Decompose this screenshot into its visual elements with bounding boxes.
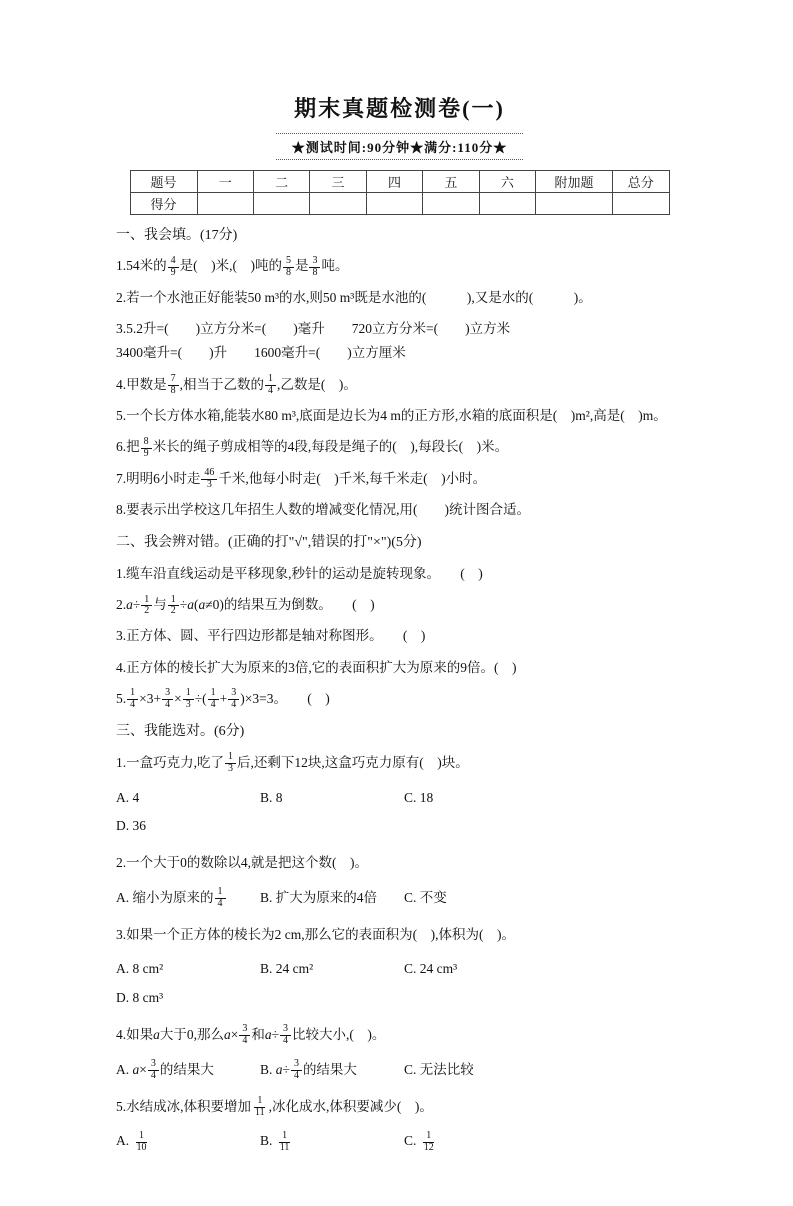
fraction: $\frac{1}{2}$ xyxy=(141,595,152,618)
score-table-header-cell: 二 xyxy=(253,171,309,193)
question-text: 7.明明6小时走 $\frac{46}{3}$ 千米,他每小时走( )千米,每千米走( )小时。 xyxy=(116,467,487,491)
question-text: 3.5.2升=( )立方分米=( )毫升 720立方分米=( )立方米 3400毫升=( )升 1600毫升=( )立方厘米 xyxy=(116,321,511,361)
fraction: $\frac{7}{8}$ xyxy=(168,374,179,397)
score-cell xyxy=(536,193,613,215)
option: A. 4 xyxy=(116,789,140,805)
options-row xyxy=(116,1054,683,1082)
question-text: 2.若一个水池正好能装50 m³的水,则50 m³既是水池的( ),又是水的( )。 xyxy=(116,289,592,305)
option: D. 8 cm³ xyxy=(116,989,164,1005)
score-table-header-row xyxy=(130,171,669,193)
options-row xyxy=(116,882,683,910)
fraction: $\frac{1}{12}$ xyxy=(423,1129,434,1153)
option: B. a÷ $\frac{3}{4}$ 的结果大 xyxy=(260,1058,357,1081)
section-heading: 一、我会填。(17分) xyxy=(116,228,238,243)
score-table-header-cell: 六 xyxy=(479,171,535,193)
option: D. 36 xyxy=(116,817,146,833)
score-table-header-cell: 四 xyxy=(366,171,422,193)
fraction: $\frac{1}{4}$ xyxy=(208,688,219,711)
score-cell xyxy=(613,193,669,215)
score-table xyxy=(130,170,670,215)
exam-info: ★测试时间:90分钟★满分:110分★ xyxy=(276,133,523,160)
options-row xyxy=(116,1126,683,1154)
fraction: $\frac{1}{4}$ xyxy=(215,887,226,910)
score-cell xyxy=(423,193,479,215)
option: C. 不变 xyxy=(404,889,447,905)
section-1 xyxy=(116,225,683,522)
question-text: 4.如果a大于0,那么a× $\frac{3}{4}$ 和a÷ $\frac{3}{4}$ 比较大小,( )。 xyxy=(116,1023,386,1047)
fraction: $\frac{1}{4}$ xyxy=(265,374,276,397)
option: B. 24 cm² xyxy=(260,961,314,977)
fraction: $\frac{3}{4}$ xyxy=(239,1024,250,1047)
fraction: $\frac{8}{9}$ xyxy=(141,437,152,460)
option: B. 扩大为原来的4倍 xyxy=(260,889,378,905)
fraction: $\frac{3}{4}$ xyxy=(280,1024,291,1047)
score-table-header-cell: 五 xyxy=(423,171,479,193)
score-table-header-cell: 三 xyxy=(310,171,366,193)
fraction: $\frac{3}{4}$ xyxy=(291,1059,302,1082)
option: A. a× $\frac{3}{4}$ 的结果大 xyxy=(116,1058,214,1081)
option: C. 无法比较 xyxy=(404,1061,474,1077)
score-table-score-row xyxy=(130,193,669,215)
section-2 xyxy=(116,532,683,711)
fraction: $\frac{3}{4}$ xyxy=(228,688,239,711)
question-text: 1.54米的 $\frac{4}{9}$ 是( )米,( )吨的 $\frac{5}{8}$ 是 $\frac{3}{8}$ 吨。 xyxy=(116,254,349,278)
question-text: 5.一个长方体水箱,能装水80 m³,底面是边长为4 m的正方形,水箱的底面积是( )m²,高是( )m。 xyxy=(116,408,667,424)
option: B. $\frac{1}{11}$ xyxy=(260,1127,400,1154)
option: A. 缩小为原来的 $\frac{1}{4}$ xyxy=(116,884,256,911)
score-table-header-cell: 一 xyxy=(197,171,253,193)
score-table-header-cell: 总分 xyxy=(613,171,669,193)
question-text: 2.一个大于0的数除以4,就是把这个数( )。 xyxy=(116,854,368,870)
option: C. $\frac{1}{12}$ xyxy=(404,1127,544,1154)
section-heading: 三、我能选对。(6分) xyxy=(116,724,245,740)
options-row xyxy=(116,782,683,839)
question-text: 4.正方体的棱长扩大为原来的3倍,它的表面积扩大为原来的9倍。( ) xyxy=(116,659,517,675)
fraction: $\frac{3}{4}$ xyxy=(148,1059,159,1082)
exam-info-row xyxy=(116,133,683,160)
section-heading: 二、我会辨对错。(正确的打"√",错误的打"×")(5分) xyxy=(116,535,422,551)
question-text: 1.缆车沿直线运动是平移现象,秒针的运动是旋转现象。 ( ) xyxy=(116,565,483,581)
question-sections xyxy=(116,225,683,1154)
option: B. 8 xyxy=(260,789,283,805)
score-cell xyxy=(253,193,309,215)
option: A. $\frac{1}{10}$ xyxy=(116,1127,256,1154)
option: C. 24 cm³ xyxy=(404,961,458,977)
fraction: $\frac{3}{4}$ xyxy=(162,688,173,711)
question-text: 2.a÷ $\frac{1}{2}$ 与 $\frac{1}{2}$ ÷a(a≠0)的结果互为倒数。 ( ) xyxy=(116,593,375,617)
option: A. 8 cm² xyxy=(116,961,164,977)
score-row-label-cell: 得分 xyxy=(130,193,197,215)
question-text: 6.把 $\frac{8}{9}$ 米长的绳子剪成相等的4段,每段是绳子的( ),每段长( )米。 xyxy=(116,435,509,459)
question-text: 5. $\frac{1}{4}$ ×3+ $\frac{3}{4}$ × $\frac{1}{3}$ ÷( $\frac{1}{4}$ + $\frac{3}{4}$ )×3=3。 ( ) xyxy=(116,687,330,711)
fraction: $\frac{3}{8}$ xyxy=(309,256,320,279)
fraction: $\frac{1}{2}$ xyxy=(168,595,179,618)
fraction: $\frac{4}{9}$ xyxy=(168,256,179,279)
fraction: $\frac{46}{3}$ xyxy=(201,468,217,491)
fraction: $\frac{1}{10}$ xyxy=(136,1129,147,1153)
score-table-header-cell: 附加题 xyxy=(536,171,613,193)
fraction: $\frac{1}{11}$ xyxy=(279,1129,290,1153)
fraction: $\frac{1}{11}$ xyxy=(255,1095,265,1118)
fraction: $\frac{1}{3}$ xyxy=(183,688,194,711)
question-text: 4.甲数是 $\frac{7}{8}$ ,相当于乙数的 $\frac{1}{4}$ ,乙数是( )。 xyxy=(116,373,357,397)
options-row xyxy=(116,954,683,1011)
fraction: $\frac{1}{4}$ xyxy=(127,688,138,711)
option: C. 18 xyxy=(404,789,434,805)
page-title: 期末真题检测卷(一) xyxy=(294,96,505,121)
fraction: $\frac{1}{3}$ xyxy=(225,752,236,775)
fraction: $\frac{5}{8}$ xyxy=(283,256,294,279)
question-text: 8.要表示出学校这几年招生人数的增减变化情况,用( )统计图合适。 xyxy=(116,502,530,518)
score-cell xyxy=(310,193,366,215)
score-table-label-cell: 题号 xyxy=(130,171,197,193)
question-text: 3.如果一个正方体的棱长为2 cm,那么它的表面积为( ),体积为( )。 xyxy=(116,926,515,942)
question-text: 1.一盒巧克力,吃了 $\frac{1}{3}$ 后,还剩下12块,这盒巧克力原有( )块。 xyxy=(116,751,469,775)
score-cell xyxy=(479,193,535,215)
score-cell xyxy=(197,193,253,215)
score-cell xyxy=(366,193,422,215)
question-text: 5.水结成冰,体积要增加 $\frac{1}{11}$ ,冰化成水,体积要减少( )。 xyxy=(116,1095,433,1118)
section-3 xyxy=(116,721,683,1154)
question-text: 3.正方体、圆、平行四边形都是轴对称图形。 ( ) xyxy=(116,628,426,644)
